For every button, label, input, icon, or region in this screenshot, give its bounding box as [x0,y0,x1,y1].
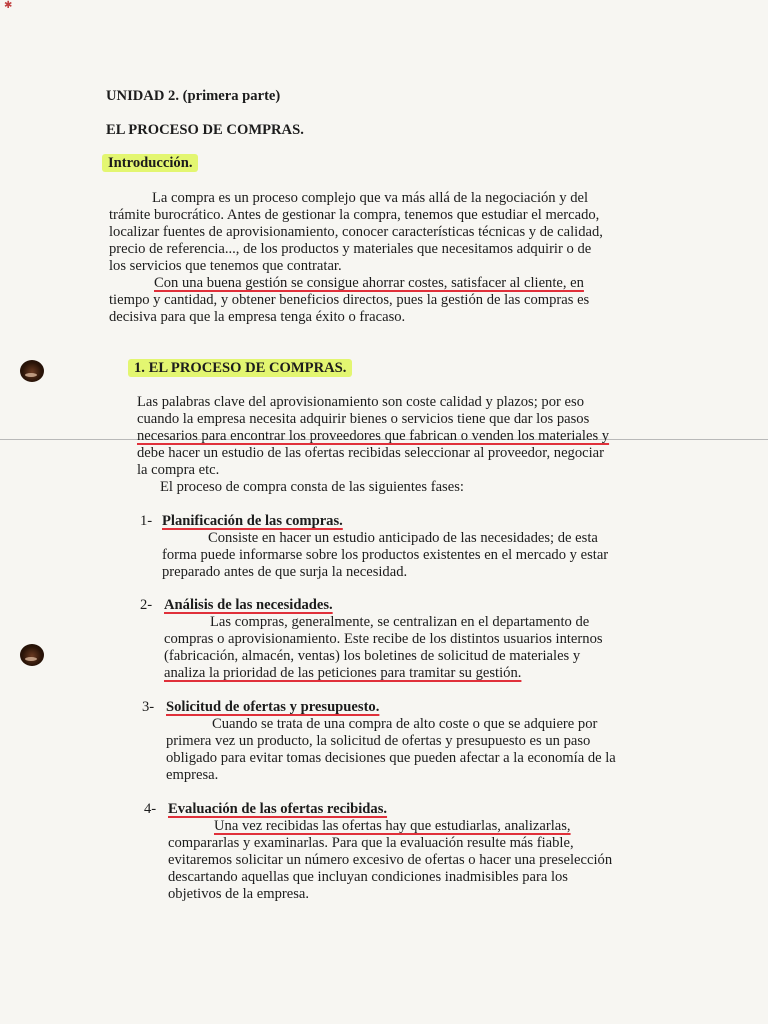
intro-p1-line: localizar fuentes de aprovisionamiento, conocer características técnicas y de calidad, [109,224,603,240]
phase-line: obligado para evitar tomas decisiones que pueden afectar a la economía de la [166,750,616,766]
phase-line: preparado antes de que surja la necesidad. [162,564,408,580]
intro-p2-line: Con una buena gestión se consigue ahorrar costes, satisfacer al cliente, en [154,275,584,291]
doc-title: EL PROCESO DE COMPRAS. [106,122,304,138]
intro-heading [108,155,198,173]
section1-heading-text: 1. EL PROCESO DE COMPRAS. [128,359,352,377]
intro-p2-line: decisiva para que la empresa tenga éxito o fracaso. [109,309,406,325]
phase-line: evitaremos solicitar un número excesivo de ofertas o hacer una preselección [168,852,613,868]
intro-p1-line: precio de referencia..., de los productos y materiales que necesitamos adquirir o de [109,241,592,257]
intro-p1-line: los servicios que tenemos que contratar. [109,258,342,274]
phase-line: Cuando se trata de una compra de alto coste o que se adquiere por [212,716,598,732]
phase-line: forma puede informarse sobre los productos existentes en el mercado y estar [162,547,609,563]
phase-title: Análisis de las necesidades. [164,597,333,613]
phase-number: 3- [142,699,155,715]
phase-line: primera vez un producto, la solicitud de ofertas y presupuesto es un paso [166,733,591,749]
phase-line: empresa. [166,767,219,783]
intro-p1-line: La compra es un proceso complejo que va más allá de la negociación y del [152,190,589,206]
section1-p1-line: necesarios para encontrar los proveedores que fabrican o venden los materiales y [137,428,610,444]
intro-p2-line: tiempo y cantidad, y obtener beneficios directos, pues la gestión de las compras es [109,292,590,308]
section1-p1-line: debe hacer un estudio de las ofertas recibidas seleccionar al proveedor, negociar [137,445,605,461]
section1-p1-line: cuando la empresa necesita adquirir bienes o servicios tiene que dar los pasos [137,411,590,427]
section1-heading [134,360,352,378]
phase-number: 2- [140,597,153,613]
phase-title: Solicitud de ofertas y presupuesto. [166,699,380,715]
phase-number: 1- [140,513,153,529]
punch-hole-top [20,360,44,382]
phase-line: (fabricación, almacén, ventas) los boletines de solicitud de materiales y [164,648,581,664]
phase-line: compras o aprovisionamiento. Este recibe de los distintos usuarios internos [164,631,603,647]
section1-p1-line: la compra etc. [137,462,220,478]
phase-line: descartando aquellas que incluyan condiciones inadmisibles para los [168,869,568,885]
intro-p1-line: trámite burocrático. Antes de gestionar la compra, tenemos que estudiar el mercado, [109,207,600,223]
phase-line: Las compras, generalmente, se centralizan en el departamento de [210,614,590,630]
phase-line: Consiste en hacer un estudio anticipado de las necesidades; de esta [208,530,598,546]
phase-number: 4- [144,801,157,817]
phase-line: compararlas y examinarlas. Para que la evaluación resulte más fiable, [168,835,574,851]
section1-p1-line: Las palabras clave del aprovisionamiento son coste calidad y plazos; por eso [137,394,584,410]
phase-title: Planificación de las compras. [162,513,343,529]
section1-p2: El proceso de compra consta de las siguientes fases: [160,479,464,495]
phase-title: Evaluación de las ofertas recibidas. [168,801,388,817]
phase-line: objetivos de la empresa. [168,886,310,902]
phase-line: analiza la prioridad de las peticiones para tramitar su gestión. [164,665,522,681]
unit-title: UNIDAD 2. (primera parte) [106,88,281,104]
corner-mark: ✱ [4,0,13,11]
intro-heading-text: Introducción. [102,154,198,172]
phase-line: Una vez recibidas las ofertas hay que estudiarlas, analizarlas, [214,818,571,834]
punch-hole-bottom [20,644,44,666]
